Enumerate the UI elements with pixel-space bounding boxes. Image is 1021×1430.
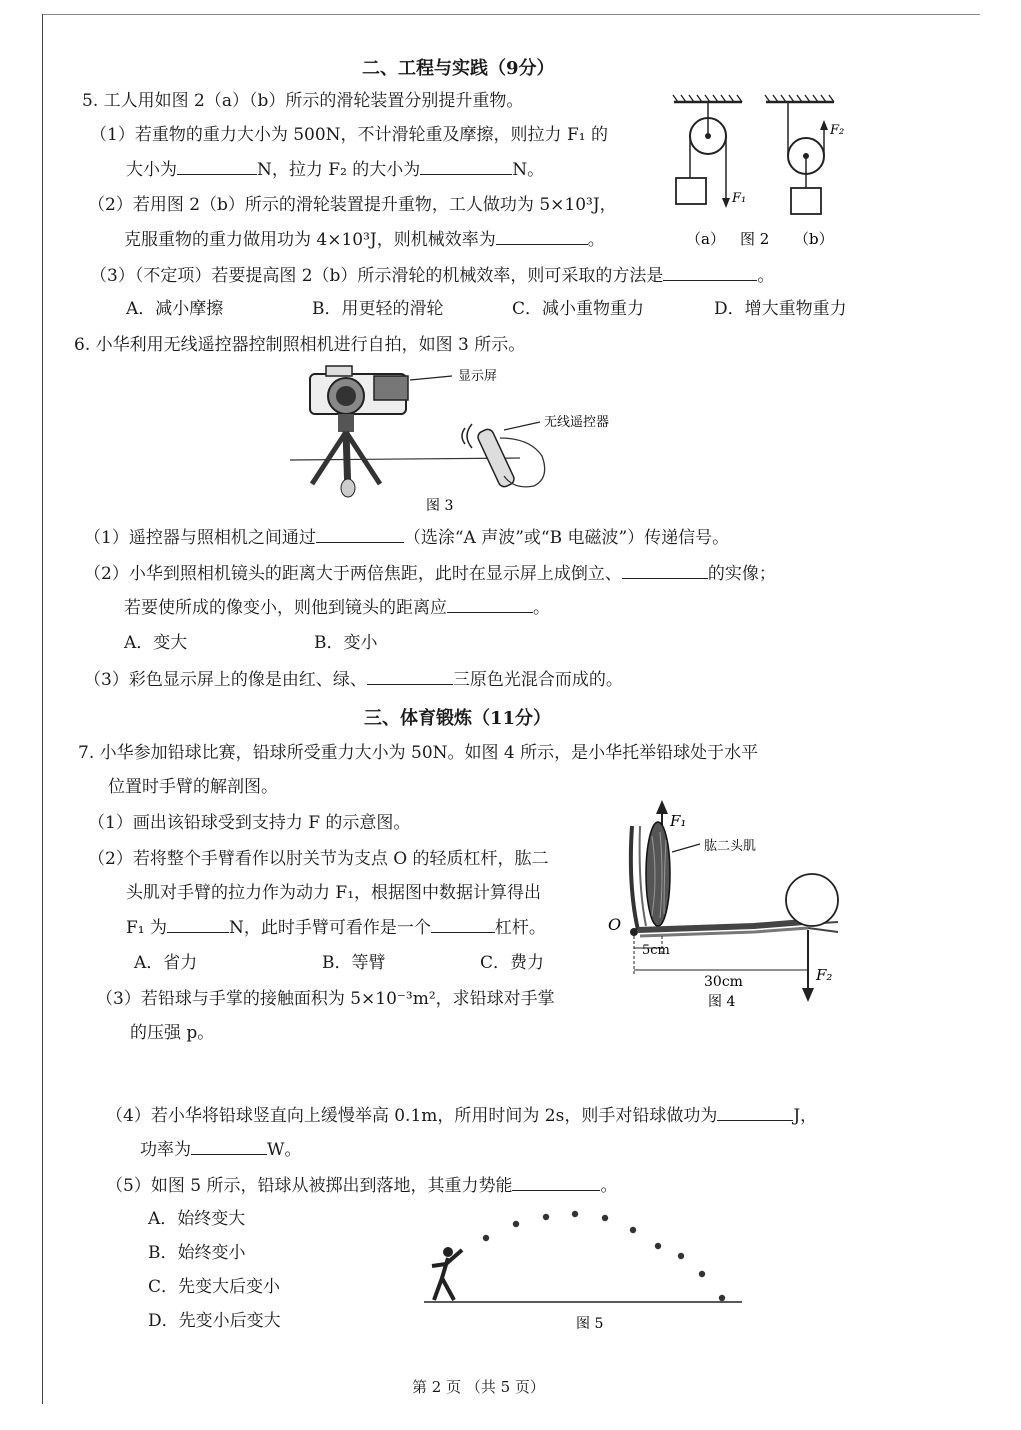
answer-blank[interactable] [496,228,588,245]
q5-p2-line2 [124,228,605,251]
dimension-lines [634,930,814,1002]
figure-2-caption: 图 2 [740,230,770,248]
q6-p2-text1: （2）小华到照相机镜头的距离大于两倍焦距，此时在显示屏上成倒立、 [84,564,622,584]
q7-p4-text4: W。 [267,1140,302,1160]
q7-option-a: A．省力 [134,953,198,973]
q7-p4-text2: J， [793,1106,818,1126]
q6-p2-text4: 。 [533,598,550,618]
ceiling-b [765,95,834,102]
answer-blank[interactable] [367,668,453,685]
q6-p1 [84,526,729,549]
q7-p5-text: （5）如图 5 所示，铅球从被掷出到落地，其重力势能 [106,1176,513,1196]
q5-option-b: B．用更轻的滑轮 [312,299,444,319]
section2-title: 二、工程与实践（9分） [362,58,555,79]
q7-stem-line1: 7. 小华参加铅球比赛，铅球所受重力大小为 50N。如图 4 所示，是小华托举铅球处于水平 [78,743,759,763]
figure-3-caption: 图 3 [426,498,454,514]
answer-blank[interactable] [512,1174,600,1191]
tripod-icon [312,414,380,497]
figure-5-trajectory [420,1206,750,1336]
answer-blank[interactable] [431,916,495,933]
f1-label: F₁ [670,812,687,830]
ground-line [290,458,520,460]
q7-p3-line2: 的压强 p。 [130,1023,215,1043]
answer-blank[interactable] [622,562,708,579]
q5-p1-line1: （1）若重物的重力大小为 500N，不计滑轮重及摩擦，则拉力 F₁ 的 [90,125,608,145]
shot-put-ball [786,874,838,926]
q6-p2-text3: 若要使所成的像变小，则他到镜头的距离应 [124,598,447,618]
q5-p2-line1: （2）若用图 2（b）所示的滑轮装置提升重物，工人做功为 5×10³J， [88,195,617,215]
q5-p2-text1: 克服重物的重力做用功为 4×10³J，则机械效率为 [124,230,496,250]
q7-p4-line1 [106,1104,817,1127]
answer-blank[interactable] [447,596,533,613]
q5-p3-end: 。 [757,266,775,286]
q6-p2-line1 [84,562,776,585]
answer-blank[interactable] [717,1104,793,1121]
q7-p5 [106,1174,617,1197]
q7-stem-line2: 位置时手臂的解剖图。 [108,777,278,797]
q6-p3-text: （3）彩色显示屏上的像是由红、绿、 [84,670,367,690]
q6-p1-text: （1）遥控器与照相机之间通过 [84,528,316,548]
q5-option-d: D．增大重物重力 [714,299,847,319]
figure-2-pulleys [670,92,850,252]
q7-p1: （1）画出该铅球受到支持力 F 的示意图。 [88,813,411,833]
q7-p2-text1: F₁ 为 [126,918,168,938]
figure-4-caption: 图 4 [708,994,736,1010]
q6-p1-end: （选涂“A 声波”或“B 电磁波”）传递信号。 [403,528,730,548]
pivot-o-label: O [608,915,622,934]
q5-stem: 5. 工人用如图 2（a）（b）所示的滑轮装置分别提升重物。 [82,91,524,111]
q7-p2-line1: （2）若将整个手臂看作以肘关节为支点 O 的轻质杠杆，肱二 [88,849,549,869]
q6-p2-text2: 的实像； [707,564,776,584]
remote-label: 无线遥控器 [544,415,610,430]
figure-3-camera [290,358,610,518]
q5-p2-text2: 。 [587,230,605,250]
q6-p3 [84,668,623,691]
top-border [42,14,980,15]
q5-option-a: A．减小摩擦 [126,299,224,319]
q5-p1-line2 [126,158,544,181]
q7-p2-text3: 杠杆。 [494,918,546,938]
label-b: （b） [794,230,834,248]
q6-option-b: B．变小 [314,633,378,653]
answer-blank[interactable] [177,158,257,175]
pivot-point [630,928,638,936]
q5-option-c: C．减小重物重力 [512,299,645,319]
ceiling-a [673,95,742,102]
ball-trajectory [483,1211,725,1301]
distance-30cm: 30cm [704,974,743,990]
screen-label: 显示屏 [458,369,498,384]
muscle-label: 肱二头肌 [704,839,757,854]
q7-option-c: C．费力 [480,953,545,973]
q7-p4-line2 [140,1138,301,1161]
q7-p3-line1: （3）若铅球与手掌的接触面积为 5×10⁻³m²，求铅球对手掌 [96,989,555,1009]
q7-p2-line3 [126,916,546,939]
q7-p2-text2: N，此时手臂可看作是一个 [229,918,431,938]
q5-p1-text2: N，拉力 F₂ 的大小为 [257,160,421,180]
q7-p4-text3: 功率为 [140,1140,191,1160]
section3-title: 三、体育锻炼（11分） [364,708,552,729]
f2-label: F₂ [816,966,833,984]
q6-p3-end: 三原色光混合而成的。 [452,670,623,690]
q7-option-b: B．等臂 [322,953,386,973]
distance-5cm: 5cm [642,943,670,958]
answer-blank[interactable] [316,526,404,543]
q5-p3-text: （3）（不定项）若要提高图 2（b）所示滑轮的机械效率，则可采取的方法是 [90,266,664,286]
page-footer: 第 2 页 （共 5 页） [412,1378,545,1396]
movable-pulley-b [788,102,844,214]
q7-p4-text1: （4）若小华将铅球竖直向上缓慢举高 0.1m，所用时间为 2s，则手对铅球做功为 [106,1106,718,1126]
q5-p1-text1: 大小为 [126,160,177,180]
q6-p2-line2 [124,596,550,619]
q5-p3 [90,264,774,287]
f1-label: F₁ [732,191,747,206]
q6-option-a: A．变大 [124,633,188,653]
q7-p5-option-c: C．先变大后变小 [148,1277,281,1297]
q7-p2-line2: 头肌对手臂的拉力作为动力 F₁，根据图中数据计算得出 [126,883,542,903]
upper-arm-bone [631,826,646,930]
answer-blank[interactable] [167,916,229,933]
answer-blank[interactable] [191,1138,267,1155]
answer-blank[interactable] [663,264,757,281]
camera-icon [310,366,452,414]
left-border [42,14,43,1404]
f2-label: F₂ [830,123,845,138]
fixed-pulley-a [676,102,746,208]
label-a: （a） [686,230,725,248]
figure-4-arm [604,796,844,1016]
q7-p5-end: 。 [600,1176,618,1196]
thrower-figure-icon [432,1247,462,1300]
answer-blank[interactable] [420,158,512,175]
q7-p5-option-a: A．始终变大 [148,1209,246,1229]
q6-stem: 6. 小华利用无线遥控器控制照相机进行自拍，如图 3 所示。 [74,335,526,355]
q7-p5-option-d: D．先变小后变大 [148,1311,281,1331]
q5-p1-text3: N。 [512,160,545,180]
remote-control-icon [462,422,545,489]
figure-5-caption: 图 5 [576,1316,604,1332]
biceps-muscle [646,822,700,926]
q7-p5-option-b: B．始终变小 [148,1243,246,1263]
